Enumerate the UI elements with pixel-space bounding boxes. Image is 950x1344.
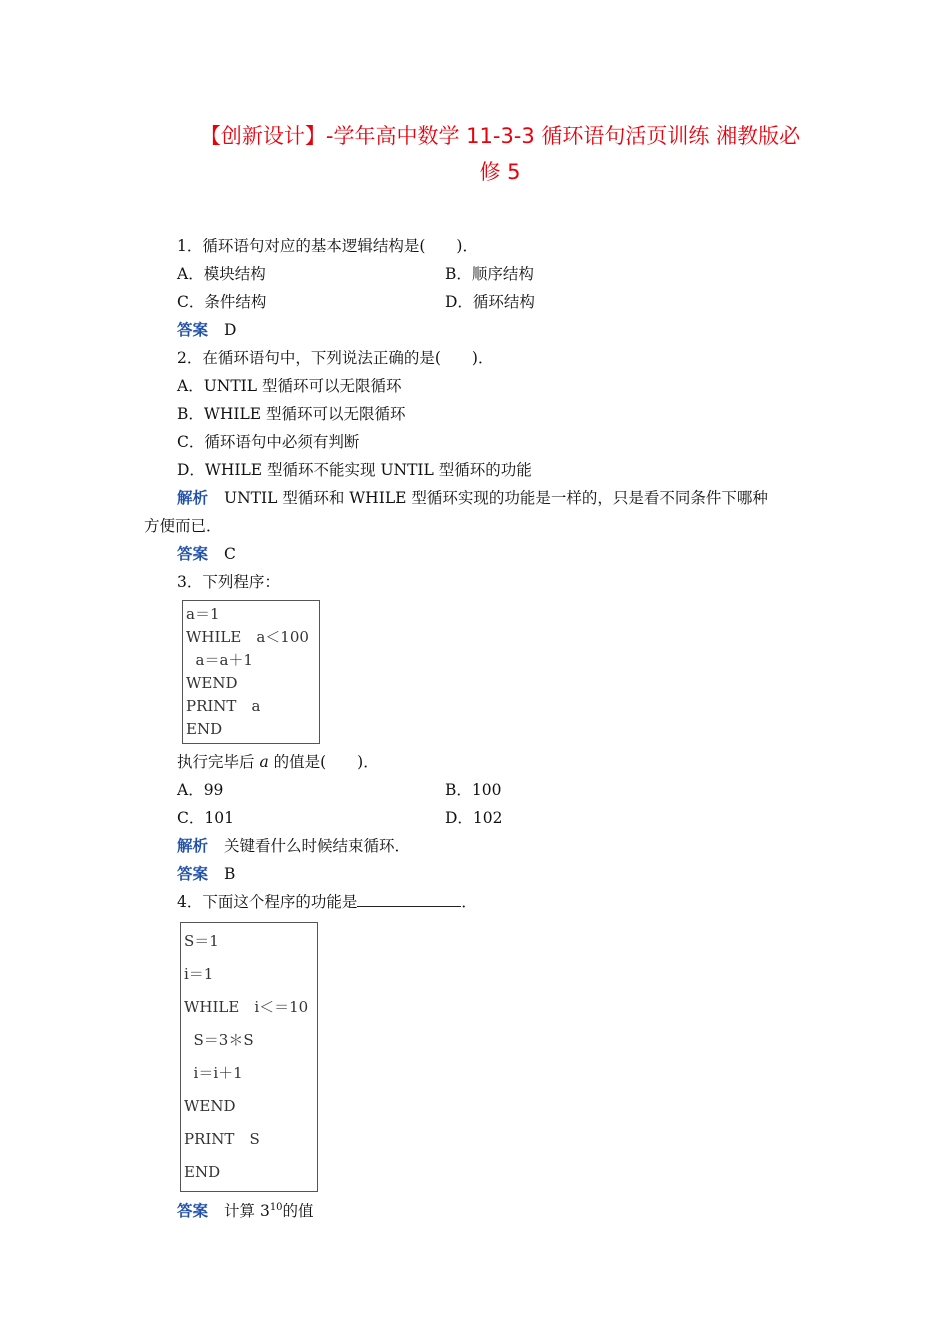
document-title xyxy=(150,118,850,190)
title-line-1: 【创新设计】-学年高中数学 11-3-3 循环语句活页训练 湘教版必 xyxy=(199,124,801,148)
code-line: END xyxy=(186,720,223,738)
q2-option-c: C．循环语句中必须有判断 xyxy=(177,433,360,451)
q4-answer xyxy=(144,1194,814,1225)
q1-answer xyxy=(144,316,814,344)
q3-option-b: B．100 xyxy=(445,781,502,799)
document-body xyxy=(144,232,814,1225)
code-line: WEND xyxy=(186,674,238,692)
q1-option-c: C．条件结构 xyxy=(177,293,267,311)
code-line: a＝a＋1 xyxy=(186,651,253,669)
q3-question xyxy=(144,748,814,776)
code-line: a＝1 xyxy=(186,605,220,623)
q3-answer-value: B xyxy=(224,865,236,883)
q2-option-d: D．WHILE 型循环不能实现 UNTIL 型循环的功能 xyxy=(177,461,532,479)
analysis-label: 解析 xyxy=(177,488,209,507)
q1-option-b: B．顺序结构 xyxy=(445,265,534,283)
q4-answer-tail: 的值 xyxy=(282,1202,314,1221)
answer-blank xyxy=(357,891,461,907)
q2-option-a: A．UNTIL 型循环可以无限循环 xyxy=(177,377,402,395)
code-line: WHILE a＜100 xyxy=(186,628,309,646)
q1-answer-value: D xyxy=(224,321,237,339)
q3-analysis xyxy=(144,832,814,860)
code-line: PRINT a xyxy=(186,697,261,715)
answer-label: 答案 xyxy=(177,1201,209,1221)
code-line: i＝i＋1 xyxy=(184,1064,243,1082)
code-line: END xyxy=(184,1163,221,1181)
q4-stem xyxy=(144,888,814,916)
code-line: S＝1 xyxy=(184,932,219,950)
q4-answer-text: 计算 3 xyxy=(224,1202,270,1221)
q2-answer-value: C xyxy=(224,545,236,563)
q1-option-a: A．模块结构 xyxy=(177,265,266,283)
q3-options-row-1 xyxy=(144,776,814,804)
q2-analysis-text: UNTIL 型循环和 WHILE 型循环实现的功能是一样的，只是看不同条件下哪种 xyxy=(224,489,768,507)
q3-variable: a xyxy=(259,753,269,771)
q1-stem: 1．循环语句对应的基本逻辑结构是( )． xyxy=(177,237,478,255)
code-line: i＝1 xyxy=(184,965,214,983)
q3-question-text: 执行完毕后 xyxy=(177,753,260,771)
q3-option-c: C．101 xyxy=(177,809,234,827)
analysis-label: 解析 xyxy=(177,836,209,855)
answer-label: 答案 xyxy=(177,864,209,883)
q3-question-tail: 的值是( )． xyxy=(268,753,379,771)
answer-label: 答案 xyxy=(177,544,209,563)
q4-answer-exponent: 10 xyxy=(269,1202,283,1213)
q2-stem: 2．在循环语句中，下列说法正确的是( )． xyxy=(177,349,494,367)
title-line-2: 修 5 xyxy=(479,160,521,184)
code-line: WHILE i＜＝10 xyxy=(184,998,309,1016)
q2-answer xyxy=(144,540,814,568)
q4-stem-tail: ． xyxy=(461,893,477,911)
q3-analysis-text: 关键看什么时候结束循环． xyxy=(224,837,411,855)
q2-option-b: B．WHILE 型循环可以无限循环 xyxy=(177,405,406,423)
q3-options-row-2 xyxy=(144,804,814,832)
q2-analysis xyxy=(144,484,814,512)
q4-stem-text: 4．下面这个程序的功能是 xyxy=(177,893,358,911)
q3-option-d: D．102 xyxy=(445,809,503,827)
code-line: WEND xyxy=(184,1097,236,1115)
q4-program-box xyxy=(180,922,318,1192)
q1-options-row-2 xyxy=(144,288,814,316)
q1-options-row-1 xyxy=(144,260,814,288)
q3-stem: 3．下列程序： xyxy=(177,573,280,591)
q3-program-box xyxy=(182,600,320,744)
code-line: PRINT S xyxy=(184,1130,260,1148)
q2-analysis-continued: 方便而已． xyxy=(144,517,222,535)
code-line: S＝3＊S xyxy=(184,1031,254,1049)
q3-option-a: A．99 xyxy=(177,781,224,799)
answer-label: 答案 xyxy=(177,320,209,339)
q1-option-d: D．循环结构 xyxy=(445,293,535,311)
q3-answer xyxy=(144,860,814,888)
